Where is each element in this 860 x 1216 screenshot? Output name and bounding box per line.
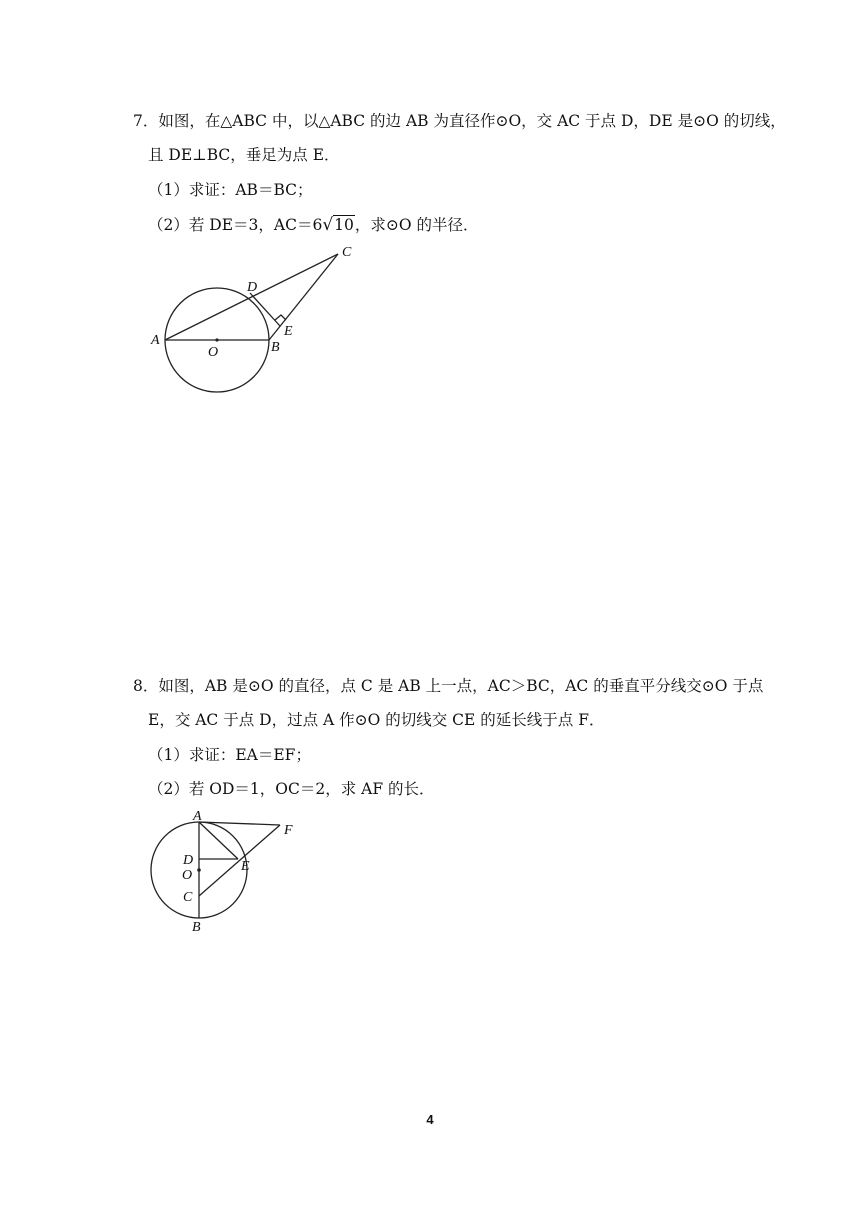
q8-label-o: O bbox=[182, 868, 193, 883]
q7-label-a: A bbox=[151, 333, 160, 348]
q8-stem-line1: 8．如图，AB 是⊙O 的直径，点 C 是 AB 上一点，AC＞BC，AC 的垂直平分线交⊙O 于点 bbox=[133, 677, 764, 695]
q8-center-dot bbox=[197, 868, 201, 872]
q7-part2 bbox=[148, 215, 479, 235]
q8-line-cf bbox=[199, 825, 280, 896]
q7-label-c: C bbox=[342, 245, 352, 260]
q8-figure bbox=[140, 808, 310, 938]
q8-label-e: E bbox=[241, 859, 250, 874]
sqrt-sign: √ bbox=[322, 215, 334, 235]
q8-part1: （1）求证：EA＝EF； bbox=[148, 746, 311, 764]
q8-part2: （2）若 OD＝1，OC＝2，求 AF 的长． bbox=[148, 780, 435, 798]
q8-stem-line2: E，交 AC 于点 D，过点 A 作⊙O 的切线交 CE 的延长线于点 F． bbox=[148, 711, 605, 729]
q7-center-dot bbox=[215, 338, 218, 341]
q7-part2-pre: （2）若 DE＝3，AC＝6 bbox=[148, 216, 323, 234]
q7-part2-post: ，求⊙O 的半径． bbox=[354, 216, 479, 234]
q8-label-c: C bbox=[183, 890, 193, 905]
q8-label-b: B bbox=[192, 920, 201, 935]
q8-label-d: D bbox=[183, 853, 194, 868]
page-number: 4 bbox=[426, 1112, 434, 1127]
q8-segment-ae bbox=[199, 822, 238, 859]
q7-segment-ac bbox=[165, 254, 338, 340]
q7-label-e: E bbox=[284, 324, 293, 339]
q7-segment-bc bbox=[269, 254, 338, 340]
q8-label-a: A bbox=[193, 809, 202, 824]
q7-part1: （1）求证：AB＝BC； bbox=[148, 181, 313, 199]
q7-stem-line2: 且 DE⊥BC，垂足为点 E． bbox=[148, 146, 340, 164]
q8-label-f: F bbox=[284, 823, 293, 838]
q7-stem-line1: 7．如图，在△ABC 中，以△ABC 的边 AB 为直径作⊙O，交 AC 于点 D，DE 是⊙O 的切线， bbox=[133, 112, 786, 130]
q7-figure bbox=[140, 236, 370, 406]
q7-label-d: D bbox=[247, 280, 258, 295]
q7-right-angle-mark bbox=[275, 315, 286, 320]
q7-label-o: O bbox=[208, 345, 219, 360]
q7-part2-radicand: 10 bbox=[334, 216, 354, 234]
q7-label-b: B bbox=[271, 340, 280, 355]
